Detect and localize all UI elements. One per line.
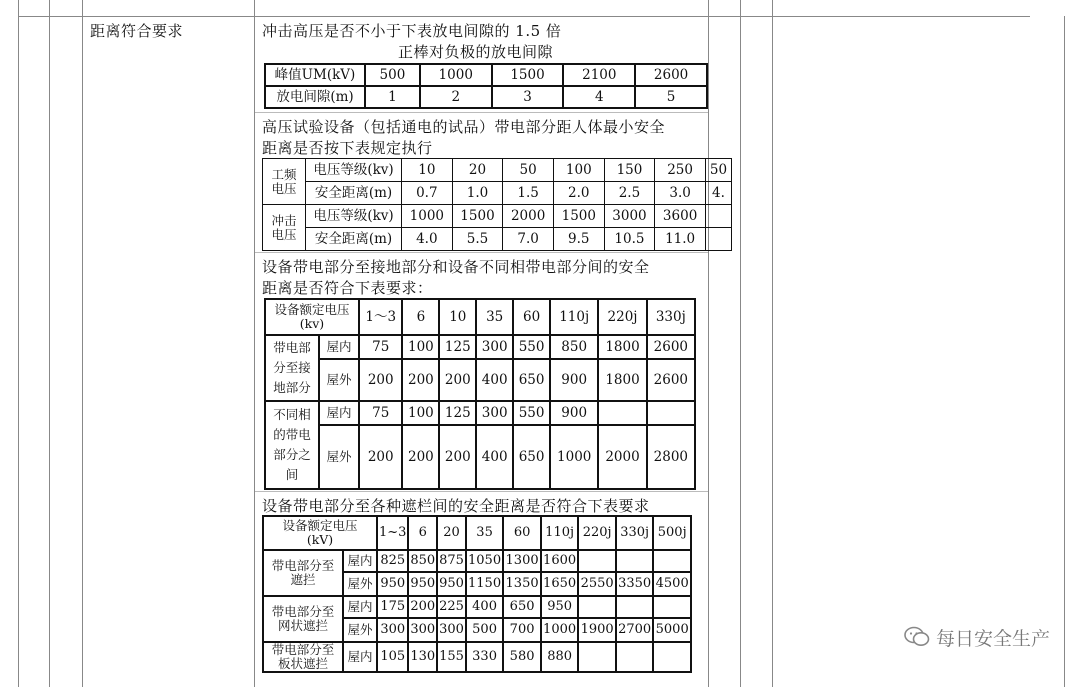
cell: 3350 [616,572,654,596]
cell: 50 [705,159,731,182]
cell: 1500 [452,205,503,228]
cell: 200 [408,596,437,618]
cell: 1.0 [452,182,503,205]
cell: 155 [437,642,466,672]
cell: 1600 [541,550,579,572]
cell: 250 [655,159,706,182]
cell: 220j [598,299,646,335]
cell: 500 [466,618,504,642]
gap-value: 5 [635,86,707,108]
cell: 330 [466,642,504,672]
cell: 20 [452,159,503,182]
hv-line-1: 高压试验设备（包括通电的试品）带电部分距人体最小安全 [262,118,666,136]
cell [616,550,654,572]
cell [616,642,654,672]
left-label: 距离符合要求 [90,22,184,40]
col-line-1 [18,0,19,687]
um-value: 2600 [635,64,707,86]
cell: 2000 [503,205,554,228]
cell: 2800 [647,425,695,489]
cell: 1900 [578,618,616,642]
cell: 850 [550,335,598,359]
ground-line-2: 距离是否符合下表要求： [262,279,433,297]
gap-value: 3 [492,86,564,108]
cell [653,596,691,618]
cell: 1150 [466,572,504,596]
cell [578,642,616,672]
cell: 2550 [578,572,616,596]
col-line-5 [708,0,709,687]
cell: 3000 [604,205,655,228]
top-border [18,16,1030,17]
cell: 2.0 [553,182,604,205]
cell [705,228,731,251]
cell: 950 [377,572,408,596]
cell: 950 [408,572,437,596]
cell: 10 [402,159,453,182]
cell [598,401,646,425]
col-line-4 [254,0,255,687]
cell [653,642,691,672]
watermark [904,624,1050,653]
indoor-label: 屋内 [343,642,377,672]
um-label: 峰值UM(kV) [265,64,365,86]
um-value: 2100 [563,64,635,86]
cell: 60 [503,516,541,550]
ground-table [264,298,696,490]
gap-value: 2 [420,86,492,108]
col-line-7 [772,0,773,687]
cell: 2000 [598,425,646,489]
hv-table-clip [262,158,728,252]
wechat-icon [904,626,930,653]
g1-label: 带电部 分至接 地部分 [265,335,319,401]
row-divider-2 [255,252,708,253]
cell: 2600 [647,335,695,359]
cell: 300 [408,618,437,642]
imp-label: 冲击 电压 [263,205,306,251]
cell: 550 [513,401,550,425]
cell: 650 [503,596,541,618]
um-value: 1000 [420,64,492,86]
cell: 10 [439,299,476,335]
cell: 175 [377,596,408,618]
cell: 60 [513,299,550,335]
ground-line-1: 设备带电部分至接地部分和设备不同相带电部分间的安全 [262,258,650,276]
row-divider-1 [255,112,708,113]
cell: 2700 [616,618,654,642]
b1-label: 带电部分至 遮拦 [263,550,343,596]
outdoor-label: 屋外 [319,359,359,401]
cell: 1050 [466,550,504,572]
cell: 200 [359,359,402,401]
voltage-level-label: 电压等级(kv) [306,205,402,228]
cell: 1500 [553,205,604,228]
cell: 580 [503,642,541,672]
indoor-label: 屋内 [343,550,377,572]
cell: 650 [513,425,550,489]
cell: 880 [541,642,579,672]
watermark-text: 每日安全生产 [935,628,1050,650]
cell: 300 [377,618,408,642]
cell: 125 [439,335,476,359]
cell: 500j [653,516,691,550]
cell: 1000 [402,205,453,228]
cell: 950 [437,572,466,596]
indoor-label: 屋内 [319,401,359,425]
cell: 75 [359,401,402,425]
cell: 130 [408,642,437,672]
gap-value: 4 [563,86,635,108]
cell: 1350 [503,572,541,596]
pf-label: 工频 电压 [263,159,306,205]
safe-distance-label: 安全距离(m) [306,182,402,205]
cell: 400 [476,359,513,401]
cell: 1800 [598,335,646,359]
cell: 225 [437,596,466,618]
indoor-label: 屋内 [343,596,377,618]
b2-label: 带电部分至 网状遮拦 [263,596,343,642]
cell: 35 [466,516,504,550]
cell: 700 [503,618,541,642]
cell: 1～3 [359,299,402,335]
cell: 1000 [550,425,598,489]
cell: 400 [476,425,513,489]
impulse-line-1: 冲击高压是否不小于下表放电间隙的 1.5 倍 [262,22,562,40]
gap-label: 放电间隙(m) [265,86,365,108]
cell: 200 [402,359,439,401]
cell: 300 [437,618,466,642]
cell: 330j [647,299,695,335]
cell: 7.0 [503,228,554,251]
b3-label: 带电部分至 板状遮拦 [263,642,343,672]
outdoor-label: 屋外 [343,572,377,596]
cell: 110j [550,299,598,335]
cell: 2.5 [604,182,655,205]
cell: 200 [439,425,476,489]
cell: 125 [439,401,476,425]
cell: 110j [541,516,579,550]
cell: 950 [541,596,579,618]
cell [705,205,731,228]
cell: 200 [359,425,402,489]
cell: 100 [553,159,604,182]
ground-header: 设备额定电压 (kv) [265,299,359,335]
g2-label: 不同相 的带电 部分之 间 [265,401,319,489]
cell: 20 [437,516,466,550]
cell: 75 [359,335,402,359]
cell: 4.0 [402,228,453,251]
cell: 9.5 [553,228,604,251]
cell: 900 [550,401,598,425]
cell: 220j [578,516,616,550]
cell: 400 [466,596,504,618]
um-value: 500 [365,64,420,86]
indoor-label: 屋内 [319,335,359,359]
cell: 875 [437,550,466,572]
cell: 200 [439,359,476,401]
cell: 11.0 [655,228,706,251]
cell [616,596,654,618]
cell: 6 [408,516,437,550]
row-divider-3 [255,491,708,492]
cell: 330j [616,516,654,550]
hv-table [262,158,732,251]
cell: 300 [476,401,513,425]
safe-distance-label: 安全距离(m) [306,228,402,251]
cell: 105 [377,642,408,672]
cell: 200 [402,425,439,489]
col-line-6 [740,0,741,687]
cell: 1300 [503,550,541,572]
cell: 850 [408,550,437,572]
cell: 5.5 [452,228,503,251]
col-line-2 [49,0,50,687]
cell: 100 [402,401,439,425]
cell: 900 [550,359,598,401]
hv-line-2: 距离是否按下表规定执行 [262,139,433,157]
barrier-header: 设备额定电压 (kV) [263,516,377,550]
cell: 4500 [653,572,691,596]
cell: 1.5 [503,182,554,205]
outdoor-label: 屋外 [343,618,377,642]
cell: 150 [604,159,655,182]
cell: 1000 [541,618,579,642]
cell: 4. [705,182,731,205]
cell [653,550,691,572]
cell: 3.0 [655,182,706,205]
um-value: 1500 [492,64,564,86]
barrier-table [262,515,692,673]
cell [647,401,695,425]
cell [578,596,616,618]
barrier-line-1: 设备带电部分至各种遮栏间的安全距离是否符合下表要求 [262,497,650,515]
outdoor-label: 屋外 [319,425,359,489]
cell: 300 [476,335,513,359]
col-line-3 [82,0,83,687]
cell: 100 [402,335,439,359]
gap-value: 1 [365,86,420,108]
cell: 3600 [655,205,706,228]
cell: 1~3 [377,516,408,550]
cell: 2600 [647,359,695,401]
cell: 650 [513,359,550,401]
cell: 1800 [598,359,646,401]
impulse-line-2: 正棒对负极的放电间隙 [398,43,554,61]
cell [578,550,616,572]
cell: 5000 [653,618,691,642]
cell: 50 [503,159,554,182]
cell: 825 [377,550,408,572]
cell: 550 [513,335,550,359]
cell: 1650 [541,572,579,596]
col-line-8 [1064,16,1065,687]
cell: 10.5 [604,228,655,251]
voltage-level-label: 电压等级(kv) [306,159,402,182]
cell: 0.7 [402,182,453,205]
impulse-table [264,63,708,109]
cell: 35 [476,299,513,335]
cell: 6 [402,299,439,335]
